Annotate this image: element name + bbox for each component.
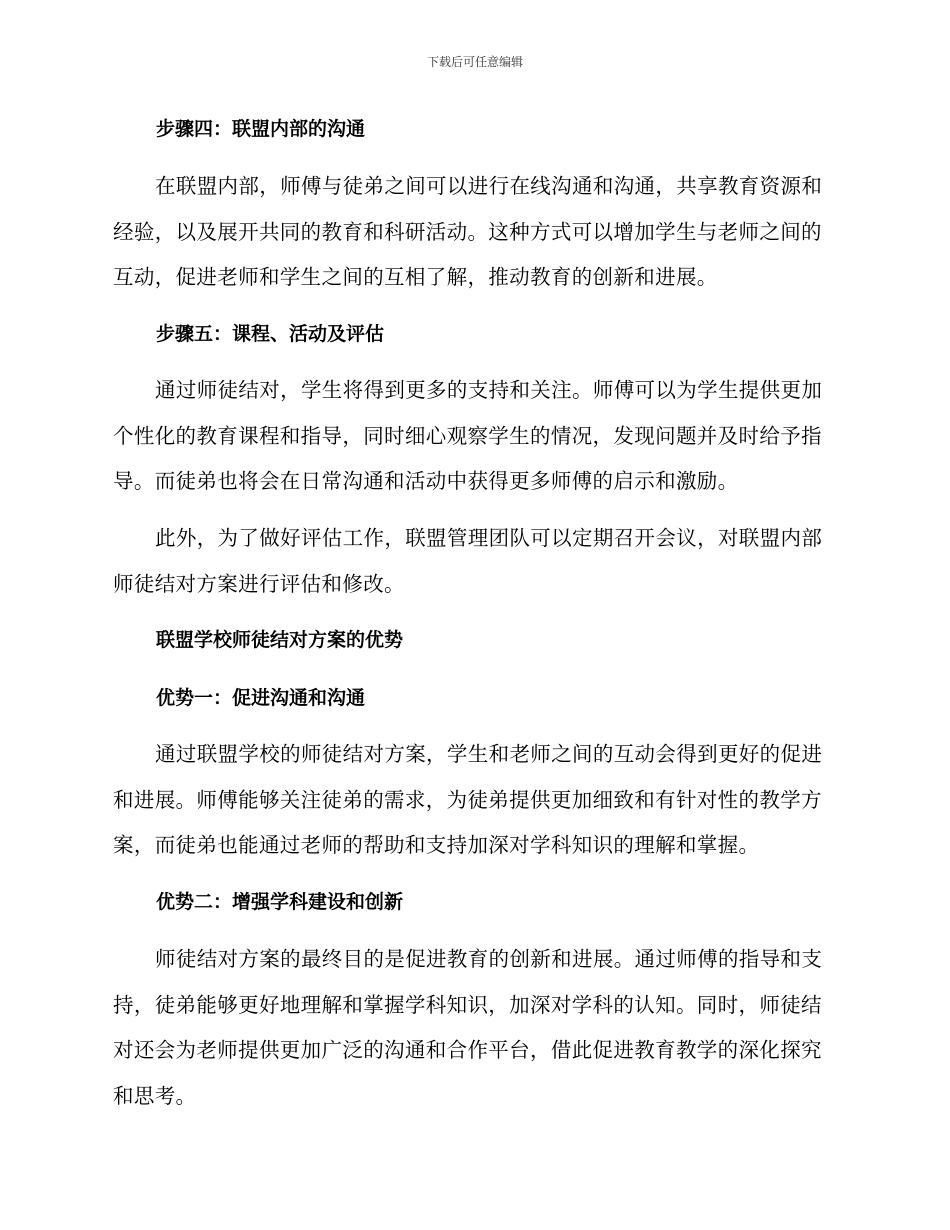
section-heading: 优势二：增强学科建设和创新 bbox=[156, 891, 404, 913]
paragraph: 此外，为了做好评估工作，联盟管理团队可以定期召开会议，对联盟内部师徒结对方案进行评估和修改。 bbox=[113, 526, 823, 596]
paragraph: 通过师徒结对，学生将得到更多的支持和关注。师傅可以为学生提供更加个性化的教育课程和指导，同时细心观察学生的情况，发现问题并及时给予指导。而徒弟也将会在日常沟通和活动中获得更多师傅的启示和激励。 bbox=[113, 378, 823, 493]
section-heading: 步骤五：课程、活动及评估 bbox=[156, 323, 385, 345]
paragraph: 在联盟内部，师傅与徒弟之间可以进行在线沟通和沟通，共享教育资源和经验，以及展开共同的教育和科研活动。这种方式可以增加学生与老师之间的互动，促进老师和学生之间的互相了解，推动教育的创新和进展。 bbox=[113, 174, 823, 289]
section-heading: 优势一：促进沟通和沟通 bbox=[156, 687, 366, 709]
paragraph: 通过联盟学校的师徒结对方案，学生和老师之间的互动会得到更好的促进和进展。师傅能够关注徒弟的需求，为徒弟提供更加细致和有针对性的教学方案，而徒弟也能通过老师的帮助和支持加深对学科知识的理解和掌握。 bbox=[113, 742, 823, 857]
page-header: 下载后可任意编辑 bbox=[426, 55, 523, 69]
paragraph: 师徒结对方案的最终目的是促进教育的创新和进展。通过师傅的指导和支持，徒弟能够更好地理解和掌握学科知识，加深对学科的认知。同时，师徒结对还会为老师提供更加广泛的沟通和合作平台，借此促进教育教学的深化探究和思考。 bbox=[113, 947, 823, 1108]
section-heading: 联盟学校师徒结对方案的优势 bbox=[156, 629, 404, 651]
section-heading: 步骤四：联盟内部的沟通 bbox=[156, 118, 366, 140]
